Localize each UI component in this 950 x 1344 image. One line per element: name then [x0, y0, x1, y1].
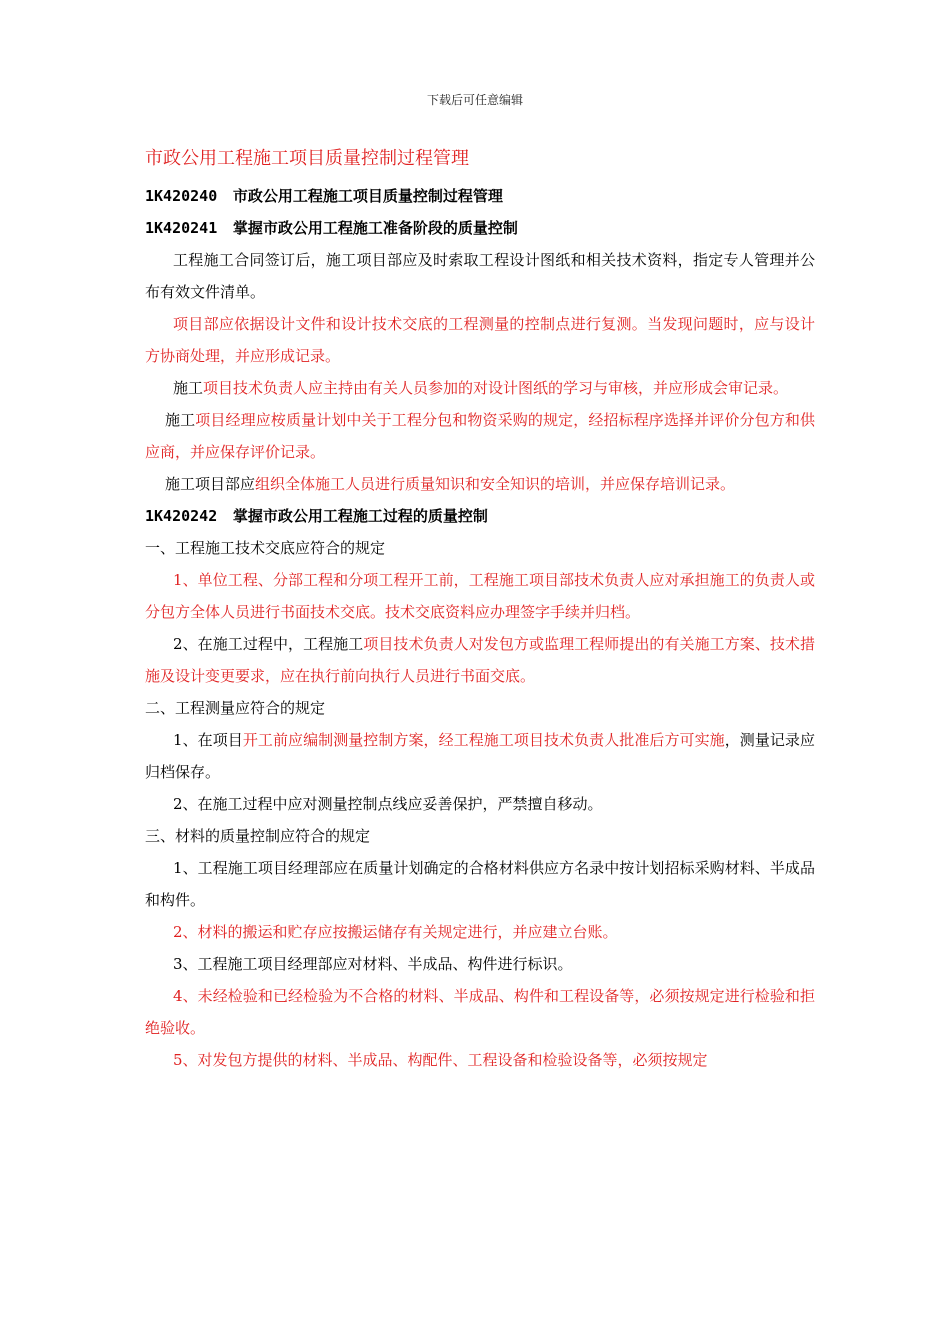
paragraph-lead: 施工 [173, 379, 204, 397]
paragraph-tail: ，测量记录应归档保存。 [145, 731, 815, 781]
list-item: 1、单位工程、分部工程和分项工程开工前，工程施工项目部技术负责人应对承担施工的负责人或分包方全体人员进行书面技术交底。技术交底资料应办理签字手续并归档。 [145, 571, 815, 621]
subsection-title: 二、工程测量应符合的规定 [145, 699, 326, 717]
list-item: 4、未经检验和已经检验为不合格的材料、半成品、构件和工程设备等，必须按规定进行检验和拒绝验收。 [145, 987, 815, 1037]
highlighted-text: 开工前应编制测量控制方案，经工程施工项目技术负责人批准后方可实施 [242, 731, 725, 749]
heading-text: 掌握市政公用工程施工准备阶段的质量控制 [232, 219, 518, 237]
paragraph: 工程施工合同签订后，施工项目部应及时索取工程设计图纸和相关技术资料，指定专人管理并公布有效文件清单。 [145, 251, 815, 301]
paragraph-lead: 2、在施工过程中，工程施工 [173, 635, 364, 653]
paragraph [145, 372, 815, 404]
document-body [145, 180, 815, 1076]
highlighted-text: 项目经理应桉质量计划中关于工程分包和物资采购的规定，经招标程序选择并评价分包方和供应商，并应保存评价记录。 [145, 411, 815, 461]
heading-code: 1K420240 [145, 187, 218, 205]
paragraph [145, 404, 815, 468]
section-heading-1k420242 [145, 500, 815, 532]
list-item: 5、对发包方提供的材料、半成品、构配件、工程设备和检验设备等，必须按规定 [173, 1051, 708, 1069]
subsection-title: 一、工程施工技术交底应符合的规定 [145, 539, 386, 557]
list-item [145, 628, 815, 692]
highlighted-text: 项目技术负责人应主持由有关人员参加的对设计图纸的学习与审核，并应形成会审记录。 [203, 379, 789, 397]
paragraph-lead: 施工项目部应 [165, 475, 256, 493]
heading-code: 1K420242 [145, 507, 218, 525]
list-item: 3、工程施工项目经理部应对材料、半成品、构件进行标识。 [173, 955, 573, 973]
list-item: 2、材料的搬运和贮存应按搬运储存有关规定进行，并应建立台账。 [173, 923, 618, 941]
header-note: 下载后可任意编辑 [426, 93, 523, 107]
paragraph: 项目部应依据设计文件和设计技术交底的工程测量的控制点进行复测。当发现问题时，应与设计方协商处理，并应形成记录。 [145, 315, 815, 365]
highlighted-text: 组织全体施工人员进行质量知识和安全知识的培训，并应保存培训记录。 [255, 475, 736, 493]
subsection-title: 三、材料的质量控制应符合的规定 [145, 827, 371, 845]
list-item: 1、工程施工项目经理部应在质量计划确定的合格材料供应方名录中按计划招标采购材料、半成品和构件。 [145, 859, 815, 909]
highlighted-text: 项目技术负责人对发包方或监理工程师提出的有关施工方案、技术措施及设计变更要求，应在执行前向执行人员进行书面交底。 [145, 635, 815, 685]
list-item [145, 724, 815, 788]
paragraph-lead: 1、在项目 [173, 731, 243, 749]
list-item: 2、在施工过程中应对测量控制点线应妥善保护，严禁擅自移动。 [173, 795, 603, 813]
heading-text: 市政公用工程施工项目质量控制过程管理 [232, 187, 503, 205]
section-heading-1k420240 [145, 180, 815, 212]
heading-text: 掌握市政公用工程施工过程的质量控制 [232, 507, 488, 525]
heading-code: 1K420241 [145, 219, 218, 237]
paragraph-lead: 施工 [165, 411, 196, 429]
document-title: 市政公用工程施工项目质量控制过程管理 [145, 148, 469, 169]
paragraph [145, 468, 815, 500]
section-heading-1k420241 [145, 212, 815, 244]
